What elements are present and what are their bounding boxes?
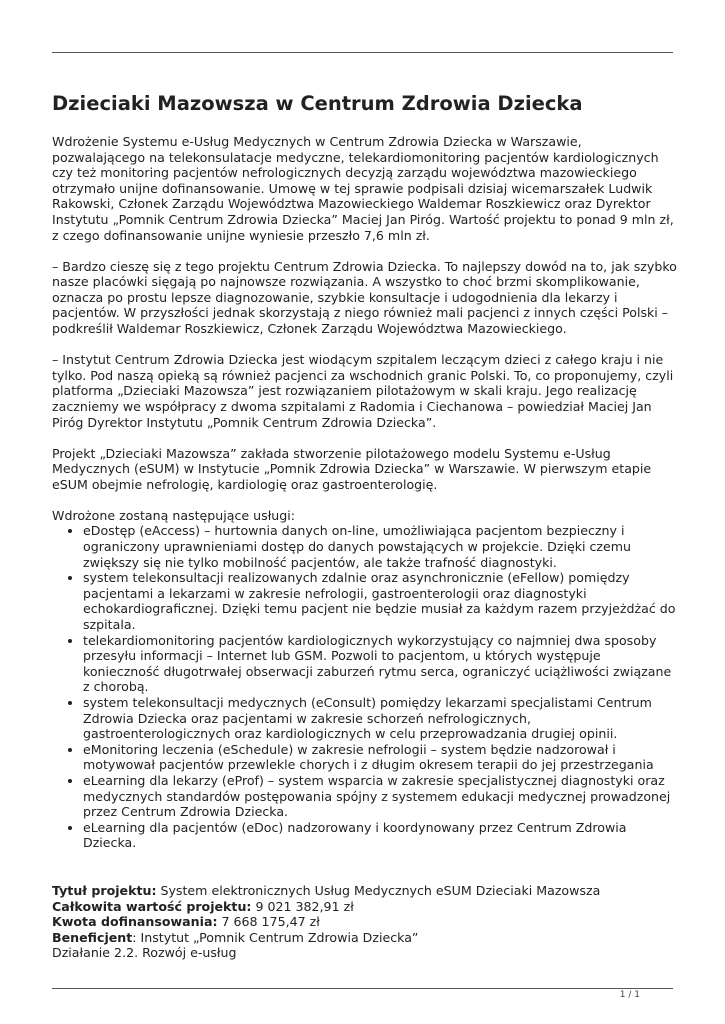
summary-beneficiary-label: Beneficjent [52,929,133,945]
project-summary [52,883,677,961]
article [52,92,677,961]
service-item-edoc: • eLearning dla pacjentów (eDoc) nadzorowany i koordynowany przez Centrum Zdrowia Dziecka. [83,820,677,851]
summary-title-label: Tytuł projektu: [52,882,157,898]
service-item-eschedule: • eMonitoring leczenia (eSchedule) w zakresie nefrologii – system będzie nadzorował i motywował pacjentów przewlekle chorych i z długim okresem terapii do jej przestrzegania [83,742,677,773]
service-item-telekardiomonitoring: • telekardiomonitoring pacjentów kardiologicznych wykorzystujący co najmniej dwa sposoby przesyłu informacji – Internet lub GSM. Pozwoli to pacjentom, u których występuje konieczność długotrwałej obserwacji zaburzeń rytmu serca, ograniczyć uciążliwości związane z chorobą. [83,633,677,695]
bottom-divider [52,988,673,989]
summary-grant-value: 7 668 175,47 zł [217,914,320,930]
summary-action: Działanie 2.2. Rozwój e-usług [52,945,237,961]
summary-grant-row [52,914,677,930]
summary-total-value: 9 021 382,91 zł [251,898,354,914]
summary-total-label: Całkowita wartość projektu: [52,898,252,914]
paragraph-quote-roszkiewicz: – Bardzo cieszę się z tego projektu Centrum Zdrowia Dziecka. To najlepszy dowód na to, jak szybko nasze placówki sięgają po najnowsze rozwiązania. A wszystko to choć brzmi skomplikowanie, oznacza po prostu lepsze diagnozowanie, szybkie konsultacje i udogodnienia dla lekarzy i pacjentów. W przyszłości jednak skorzystają z niego również mali pacjenci z innych części Polski – podkreślił Waldemar Roszkiewicz, Członek Zarządu Województwa Mazowieckiego. [52,258,677,337]
service-item-edostep: • eDostęp (eAccess) – hurtownia danych on-line, umożliwiająca pacjentom bezpieczny i ograniczony uprawnieniami dostęp do danych powstających w projekcie. Dzięki czemu zwiększy się nie tylko mobilność pacjentów, ale także trafność diagnostyki. [83,523,677,570]
page-number: 1 / 1 [619,990,640,1000]
services-intro: Wdrożone zostaną następujące usługi: [52,507,295,523]
summary-beneficiary-row [52,930,677,946]
paragraph-intro: Wdrożenie Systemu e-Usług Medycznych w Centrum Zdrowia Dziecka w Warszawie, pozwalającego na telekonsulatacje medyczne, telekardiomonitoring pacjentów kardiologicznych czy też monitoring pacjentów nefrologicznych decyzją zarządu województwa mazowieckiego otrzymało unijne dofinansowanie. Umowę w tej sprawie podpisali dzisiaj wicemarszałek Ludwik Rakowski, Członek Zarządu Województwa Mazowieckiego Waldemar Roszkiewicz oraz Dyrektor Instytutu „Pomnik Centrum Zdrowia Dziecka” Maciej Jan Piróg. Wartość projektu to ponad 9 mln zł, z czego dofinansowanie unijne wyniesie przeszło 7,6 mln zł. [52,134,674,243]
top-divider [52,52,673,53]
paragraph-project: Projekt „Dzieciaki Mazowsza” zakłada stworzenie pilotażowego modelu Systemu e-Usług Medycznych (eSUM) w Instytucie „Pomnik Zdrowia Dziecka” w Warszawie. W pierwszym etapie eSUM obejmie nefrologię, kardiologię oraz gastroenterologię. [52,445,652,492]
summary-title-value: System elektronicznych Usług Medycznych eSUM Dzieciaki Mazowsza [156,882,601,898]
service-item-eprof: • eLearning dla lekarzy (eProf) – system wsparcia w zakresie specjalistycznej diagnostyki oraz medycznych standardów postępowania spójny z systemem edukacji medycznej prowadzonej przez Centrum Zdrowia Dziecka. [83,773,677,820]
summary-grant-label: Kwota dofinansowania: [52,914,218,930]
article-title: Dzieciaki Mazowsza w Centrum Zdrowia Dziecka [52,92,583,115]
summary-total-row [52,899,677,915]
service-item-econsult: • system telekonsultacji medycznych (eConsult) pomiędzy lekarzami specjalistami Centrum Zdrowia Dziecka oraz pacjentami w zakresie schorzeń nefrologicznych, gastroenterologicznych oraz kardiologicznych w celu przeprowadzania drugiej opinii. [83,695,677,742]
summary-beneficiary-value: : Instytut „Pomnik Centrum Zdrowia Dziecka” [132,929,419,945]
summary-title-row [52,883,677,899]
service-item-efellow: • system telekonsultacji realizowanych zdalnie oraz asynchronicznie (eFellow) pomiędzy pacjentami a lekarzami w zakresie nefrologii, gastroenterologii oraz diagnostyki echokardiograficznej. Dzięki temu pacjent nie będzie musiał za każdym razem przyjeżdżać do szpitala. [83,570,677,632]
paragraph-quote-pirog: – Instytut Centrum Zdrowia Dziecka jest wiodącym szpitalem leczącym dzieci z całego kraju i nie tylko. Pod naszą opieką są również pacjenci za wschodnich granic Polski. To, co proponujemy, czyli platforma „Dzieciaki Mazowsza” jest rozwiązaniem pilotażowym w skali kraju. Jego realizację zaczniemy we współpracy z dwoma szpitalami z Radomia i Ciechanowa – powiedział Maciej Jan Piróg Dyrektor Instytutu „Pomnik Centrum Zdrowia Dziecka”. [52,352,674,430]
services-list [52,523,677,850]
